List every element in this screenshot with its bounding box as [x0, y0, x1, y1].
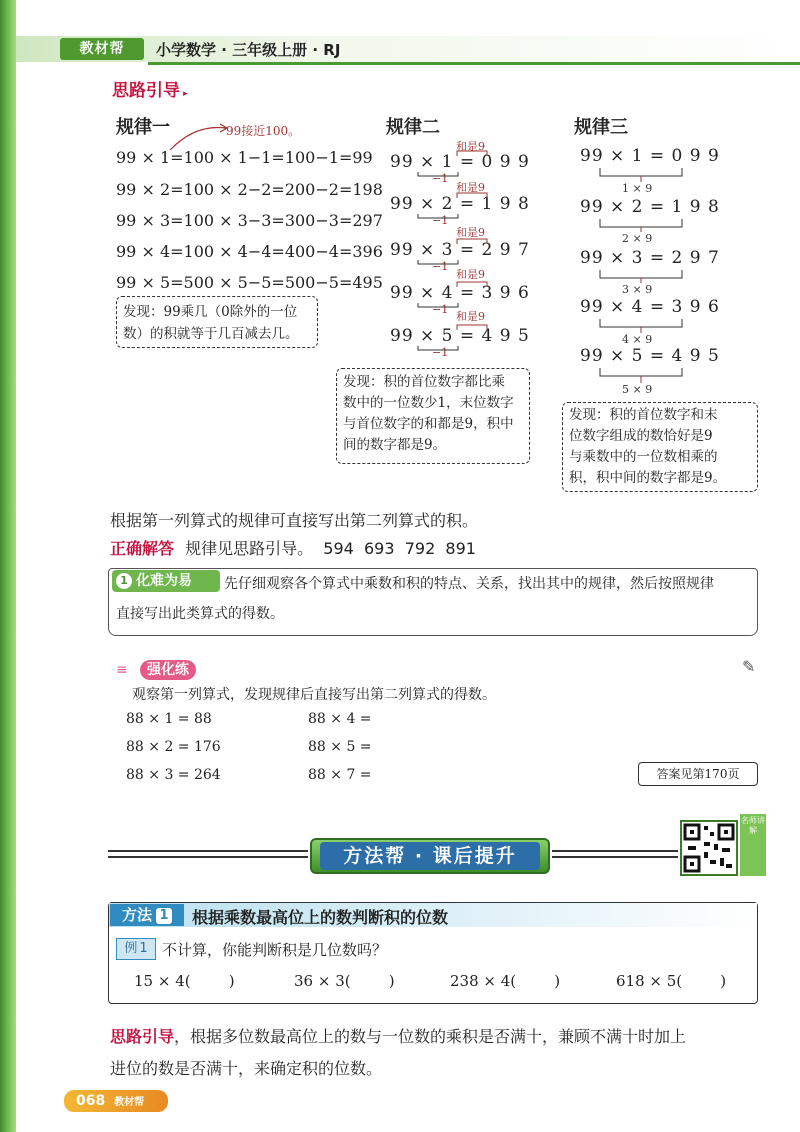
qr-code-icon[interactable]: [680, 820, 738, 876]
rule3-product: 4 × 9: [622, 333, 653, 346]
rule3-product: 2 × 9: [622, 232, 653, 245]
rule3-title: 规律三: [574, 117, 628, 138]
rule2-minus-brackets: [418, 172, 458, 350]
method-tag-text: 方法: [121, 906, 152, 924]
example-question: 不计算，你能判断积是几位数吗？: [162, 941, 388, 959]
practice-col2-eq: 88 × 5 =: [308, 739, 372, 755]
rule1-eq-4: 99 × 4=100 × 4−4=400−4=396: [116, 242, 383, 261]
summary-text: 根据第一列算式的规律可直接写出第二列算式的积。: [110, 511, 479, 530]
rule1-finding-line: 数）的积就等于几百减去几。: [123, 326, 299, 342]
example-tag: [116, 938, 156, 960]
rule3-eq-5: 99 × 5 = 4 9 5: [580, 346, 720, 366]
example-tag-text: 例: [124, 941, 138, 956]
rule2-sum-label: 和是9: [456, 310, 485, 323]
rule3-product: 1 × 9: [622, 182, 653, 195]
rule2-finding-line: 间的数字都是9。: [343, 437, 447, 453]
page-number: 068: [76, 1093, 106, 1109]
example-item: 36 × 3( ): [294, 972, 395, 990]
rule3-finding-line: 位数字组成的数恰好是9: [569, 428, 713, 444]
rule2-sum-label: 和是9: [456, 226, 485, 239]
rule1-note: 99接近100。: [226, 124, 301, 138]
rule2-finding-line: 数中的一位数少1，末位数字: [343, 395, 514, 411]
brand-label: 教材帮: [60, 38, 144, 60]
practice-marker-icon: ≡: [116, 662, 128, 678]
rule3-finding-line: 与乘数中的一位数相乘的: [569, 449, 718, 465]
rule2-eq-5: 99 × 5 = 4 9 5: [390, 326, 530, 346]
rule1-eq-3: 99 × 3=100 × 3−3=300−3=297: [116, 211, 383, 230]
example-item: 618 × 5( ): [616, 972, 727, 990]
page-number-badge: [64, 1090, 168, 1112]
practice-label: 强化练: [140, 660, 196, 680]
banner-line-left: [108, 850, 308, 852]
answer-reference-tag: 答案见第170页: [638, 762, 758, 786]
rule3-eq-2: 99 × 2 = 1 9 8: [580, 197, 720, 217]
rule2-minus-label: −1: [432, 303, 449, 316]
rule3-eq-3: 99 × 3 = 2 9 7: [580, 248, 720, 268]
rule2-eq-1: 99 × 1 = 0 9 9: [390, 152, 530, 172]
rule2-eq-3: 99 × 3 = 2 9 7: [390, 240, 530, 260]
pencil-icon: ✎: [742, 657, 756, 676]
practice-col1-eq: 88 × 1 = 88: [126, 711, 212, 727]
practice-col2-eq: 88 × 4 =: [308, 711, 372, 727]
book-title: 小学数学 · 三年级上册 · RJ: [156, 41, 341, 59]
rule1-arrow: [170, 127, 226, 150]
rule3-finding-line: 积，积中间的数字都是9。: [569, 470, 727, 486]
rule3-product: 3 × 9: [622, 283, 653, 296]
rule1-eq-2: 99 × 2=100 × 2−2=200−2=198: [116, 180, 383, 199]
rule2-finding-line: 与首位数字的和都是9，积中: [343, 416, 514, 432]
rule2-sum-label: 和是9: [456, 268, 485, 281]
rule1-finding-line: 发现：99乘几（0除外的一位: [123, 304, 298, 320]
qr-side-label: 名师讲解: [740, 814, 766, 876]
page-badge-text: 教材帮: [114, 1097, 145, 1108]
tip-number: 1: [116, 573, 132, 589]
rule1-eq-1: 99 × 1=100 × 1−1=100−1=99: [116, 148, 373, 167]
bottom-guide-text: ，根据多位数最高位上的数与一位数的乘积是否满十，兼顾不满十时加上: [174, 1027, 687, 1046]
practice-col1-eq: 88 × 3 = 264: [126, 767, 221, 783]
example-item: 238 × 4( ): [450, 972, 561, 990]
bottom-guide-line-1: [110, 1024, 686, 1047]
practice-instruction: 观察第一列算式，发现规律后直接写出第二列算式的得数。: [132, 687, 496, 703]
answer-label: 正确解答: [110, 539, 175, 558]
bottom-guide-line-2: 进位的数是否满十，来确定积的位数。: [110, 1059, 383, 1078]
bottom-guide-label: 思路引导: [110, 1027, 175, 1046]
rule2-title: 规律二: [386, 117, 440, 138]
rule2-minus-label: −1: [432, 172, 449, 185]
tip-line-2: 直接写出此类算式的得数。: [116, 606, 284, 622]
rule2-minus-label: −1: [432, 260, 449, 273]
rule2-sum-brackets: [457, 151, 487, 330]
practice-col1-eq: 88 × 2 = 176: [126, 739, 221, 755]
tip-label-text: 化难为易: [136, 573, 192, 589]
rule2-eq-2: 99 × 2 = 1 9 8: [390, 194, 530, 214]
banner-line-right: [552, 850, 678, 852]
method-number: 1: [156, 908, 172, 924]
guide-heading-text: 思路引导: [112, 81, 180, 101]
rule3-eq-1: 99 × 1 = 0 9 9: [580, 146, 720, 166]
rule1-eq-5: 99 × 5=500 × 5−5=500−5=495: [116, 273, 383, 292]
banner-line-right: [552, 856, 678, 858]
rule2-sum-label: 和是9: [456, 181, 485, 194]
qr-pattern: [682, 822, 736, 874]
example-number: 1: [139, 941, 148, 956]
rule3-product: 5 × 9: [622, 383, 653, 396]
rule3-eq-4: 99 × 4 = 3 9 6: [580, 297, 720, 317]
rule3-finding-line: 发现：积的首位数字和末: [569, 407, 718, 423]
rule1-title: 规律一: [116, 117, 170, 138]
rule2-minus-label: −1: [432, 346, 449, 359]
answer-line: [110, 536, 476, 559]
rule2-finding-line: 发现：积的首位数字都比乘: [343, 374, 505, 390]
triangle-marker-icon: ▸: [180, 89, 188, 99]
rule2-sum-label: 和是9: [456, 140, 485, 153]
banner-line-left: [108, 856, 308, 858]
rule2-minus-label: −1: [432, 214, 449, 227]
rule2-eq-4: 99 × 4 = 3 9 6: [390, 283, 530, 303]
section-banner-title: 方法帮 · 课后提升: [320, 842, 540, 870]
tip-label: [112, 570, 220, 592]
practice-col2-eq: 88 × 7 =: [308, 767, 372, 783]
example-item: 15 × 4( ): [134, 972, 235, 990]
tip-line-1: 先仔细观察各个算式中乘数和积的特点、关系，找出其中的规律，然后按照规律: [224, 576, 714, 592]
method-tag: [110, 904, 184, 926]
rule3-product-brackets: [600, 168, 682, 376]
answer-text: 规律见思路引导。 594 693 792 891: [185, 539, 476, 558]
method-title: 根据乘数最高位上的数判断积的位数: [192, 908, 449, 927]
